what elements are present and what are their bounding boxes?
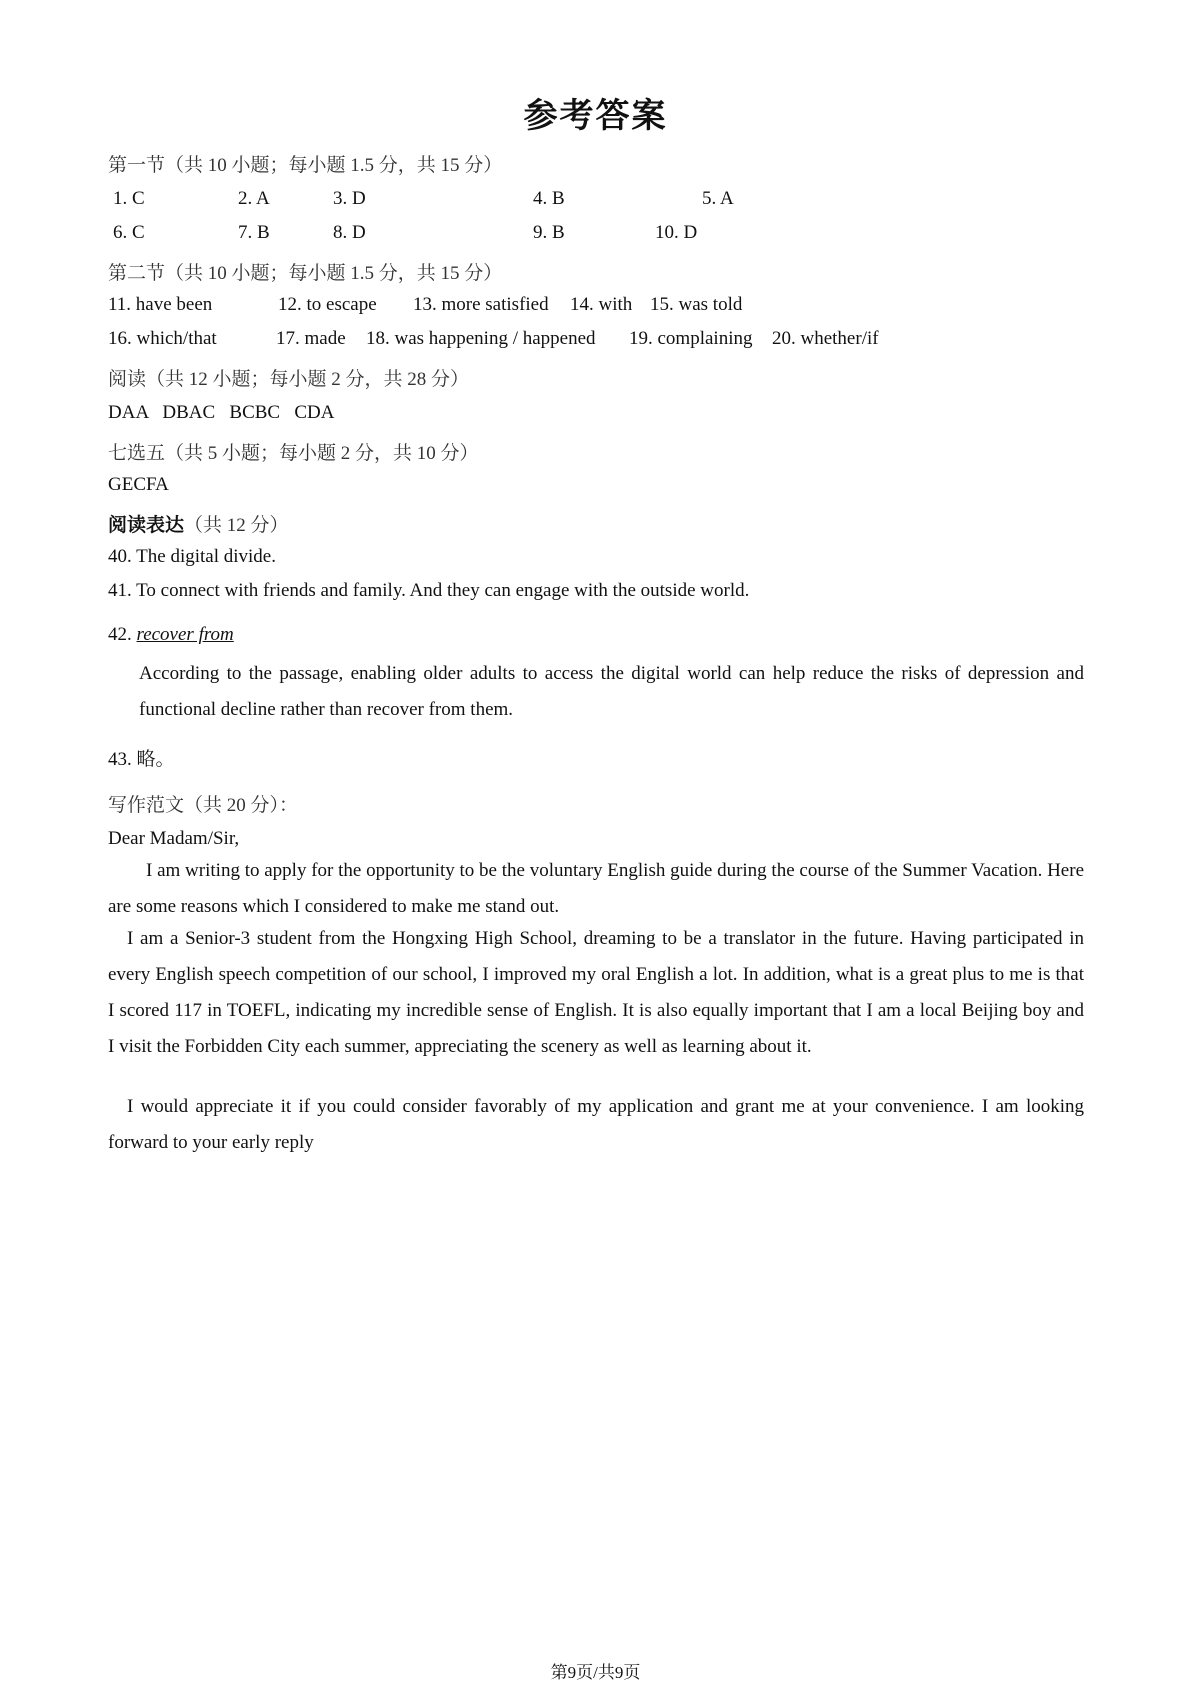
section1-heading: 第一节（共 10 小题；每小题 1.5 分，共 15 分） <box>108 155 503 176</box>
answer-18: 18. was happening / happened <box>366 328 596 349</box>
page-title: 参考答案 <box>523 96 668 136</box>
answer-9: 9. B <box>533 222 565 243</box>
answer-42 <box>108 624 234 646</box>
reading-answers: DAA DBAC BCBC CDA <box>108 402 335 423</box>
answer-8: 8. D <box>333 222 366 243</box>
seven-choose-five-heading: 七选五（共 5 小题；每小题 2 分，共 10 分） <box>108 443 479 464</box>
answer-43: 43. 略。 <box>108 749 175 770</box>
reading-expression-heading <box>108 510 289 537</box>
answer-12: 12. to escape <box>278 294 377 315</box>
page-footer: 第9页/共9页 <box>550 1663 641 1682</box>
reading-expression-heading-bold: 阅读表达 <box>108 515 185 536</box>
reading-heading: 阅读（共 12 小题；每小题 2 分，共 28 分） <box>108 369 470 390</box>
answer-40: 40. The digital divide. <box>108 546 276 567</box>
answer-11: 11. have been <box>108 294 213 315</box>
letter-paragraph-2: I am a Senior-3 student from the Hongxing High School, dreaming to be a translator in the future. Having participated in every English speech competition of our school, I improved my oral English a lot. In addition, what is a great plus to me is that I scored 117 in TOEFL, indicating my incredible sense of English. It is also equally important that I am a local Beijing boy and I visit the Forbidden City each summer, appreciating the scenery as well as learning about it. <box>108 928 1084 1057</box>
answer-42-phrase: recover from <box>136 624 234 645</box>
answer-4: 4. B <box>533 188 565 209</box>
answer-2: 2. A <box>238 188 270 209</box>
answer-13: 13. more satisfied <box>413 294 549 315</box>
answer-7: 7. B <box>238 222 270 243</box>
answer-3: 3. D <box>333 188 366 209</box>
answer-42-number: 42. <box>108 624 137 645</box>
answer-16: 16. which/that <box>108 328 217 349</box>
answer-6: 6. C <box>113 222 145 243</box>
answer-5: 5. A <box>702 188 734 209</box>
section2-heading: 第二节（共 10 小题；每小题 1.5 分，共 15 分） <box>108 263 503 284</box>
answer-10: 10. D <box>655 222 698 243</box>
seven-choose-five-answers: GECFA <box>108 474 169 495</box>
answer-41: 41. To connect with friends and family. And they can engage with the outside world. <box>108 580 750 601</box>
answer-17: 17. made <box>276 328 346 349</box>
letter-paragraph-3: I would appreciate it if you could consider favorably of my application and grant me at your convenience. I am looking forward to your early reply <box>108 1096 1084 1153</box>
letter-paragraph-1: I am writing to apply for the opportunity to be the voluntary English guide during the course of the Summer Vacation. Here are some reasons which I considered to make me stand out. <box>108 860 1084 917</box>
letter-salutation: Dear Madam/Sir, <box>108 828 240 849</box>
answer-19: 19. complaining <box>629 328 753 349</box>
reading-expression-heading-rest: （共 12 分） <box>184 515 289 536</box>
answer-20: 20. whether/if <box>772 328 879 349</box>
answer-1: 1. C <box>113 188 145 209</box>
answer-42-explanation: According to the passage, enabling older adults to access the digital world can help reduce the risks of depression and functional decline rather than recover from them. <box>139 663 1084 720</box>
answer-14: 14. with <box>570 294 633 315</box>
writing-heading: 写作范文（共 20 分）： <box>108 795 299 816</box>
answer-15: 15. was told <box>650 294 743 315</box>
